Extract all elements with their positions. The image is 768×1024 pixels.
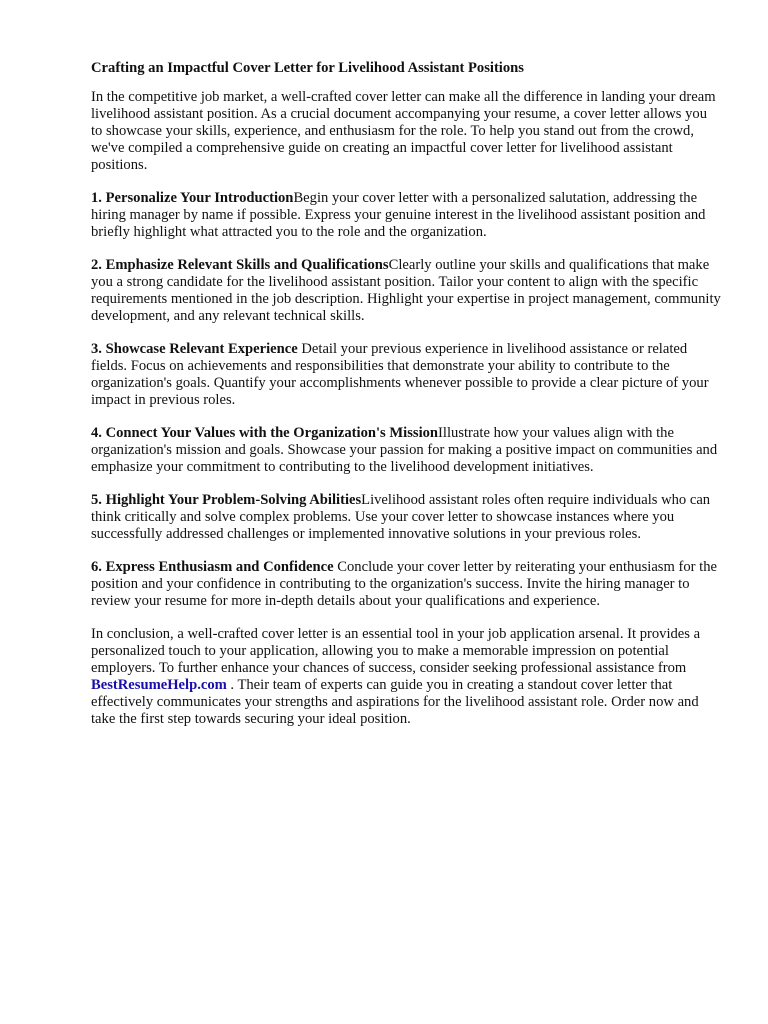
section-6-body: Conclude your cover letter by reiterating your enthusiasm for the position and your confidence in contributing to the organization's success. Invite the hiring manager to review your resume for more in-depth details about your qualifications and experience. bbox=[91, 559, 717, 609]
section-4-heading: 4. Connect Your Values with the Organization's Mission bbox=[91, 425, 439, 441]
conclusion-text-after: . Their team of experts can guide you in creating a standout cover letter that effectively communicates your strengths and aspirations for the livelihood assistant role. Order now and take the first step towards securing your ideal position. bbox=[91, 677, 699, 727]
section-3-heading: 3. Showcase Relevant Experience bbox=[91, 341, 298, 357]
section-4-body: Illustrate how your values align with the organization's mission and goals. Showcase your passion for making a positive impact on communities and emphasize your commitment to contributing to the livelihood development initiatives. bbox=[91, 425, 718, 475]
intro-paragraph: In the competitive job market, a well-crafted cover letter can make all the difference in landing your dream livelihood assistant position. As a crucial document accompanying your resume, a cover letter allows you to showcase your skills, experience, and enthusiasm for the role. To help you stand out from the crowd, we've compiled a comprehensive guide on creating an impactful cover letter for livelihood assistant positions. bbox=[91, 89, 716, 173]
section-1 bbox=[91, 190, 721, 241]
document-title: Crafting an Impactful Cover Letter for Livelihood Assistant Positions bbox=[91, 60, 524, 76]
section-2-body: Clearly outline your skills and qualifications that make you a strong candidate for the livelihood assistant position. Tailor your content to align with the specific requirements mentioned in the job description. Highlight your expertise in project management, community development, and any relevant technical skills. bbox=[91, 257, 721, 324]
section-6-heading: 6. Express Enthusiasm and Confidence bbox=[91, 559, 334, 575]
section-5-heading: 5. Highlight Your Problem-Solving Abilities bbox=[91, 492, 362, 508]
section-2-heading: 2. Emphasize Relevant Skills and Qualifications bbox=[91, 257, 389, 273]
section-1-body: Begin your cover letter with a personalized salutation, addressing the hiring manager by name if possible. Express your genuine interest in the livelihood assistant position and briefly highlight what attracted you to the role and the organization. bbox=[91, 190, 706, 240]
section-2 bbox=[91, 257, 721, 325]
section-3-body: Detail your previous experience in livelihood assistance or related fields. Focus on achievements and responsibilities that demonstrate your ability to contribute to the organization's goals. Quantify your accomplishments whenever possible to provide a clear picture of your impact in previous roles. bbox=[91, 341, 709, 408]
section-6 bbox=[91, 559, 721, 610]
conclusion-paragraph bbox=[91, 626, 721, 728]
bestresumehelp-link[interactable]: BestResumeHelp.com bbox=[91, 677, 227, 693]
section-5-body: Livelihood assistant roles often require individuals who can think critically and solve complex problems. Use your cover letter to showcase instances where you successfully addressed challenges or implemented innovative solutions in your previous roles. bbox=[91, 492, 711, 542]
document-page bbox=[91, 60, 721, 744]
conclusion-text-before: In conclusion, a well-crafted cover letter is an essential tool in your job application arsenal. It provides a personalized touch to your application, allowing you to make a memorable impression on potential employers. To further enhance your chances of success, consider seeking professional assistance from bbox=[91, 626, 701, 676]
section-4 bbox=[91, 425, 721, 476]
section-5 bbox=[91, 492, 721, 543]
section-3 bbox=[91, 341, 721, 409]
section-1-heading: 1. Personalize Your Introduction bbox=[91, 190, 294, 206]
